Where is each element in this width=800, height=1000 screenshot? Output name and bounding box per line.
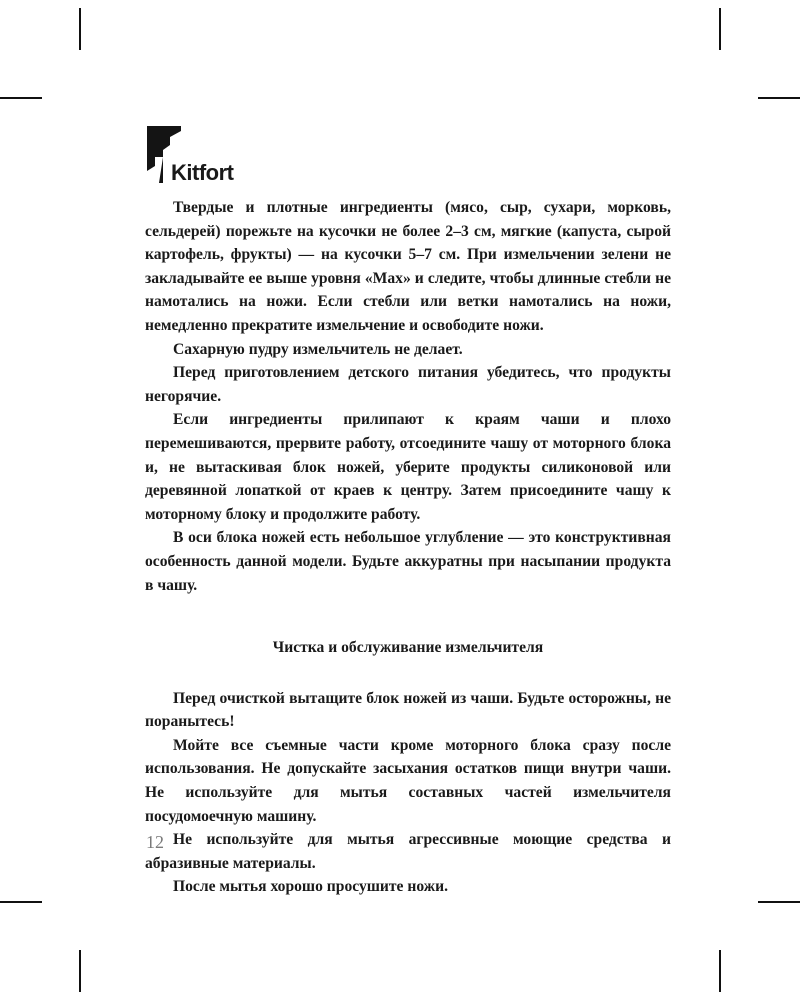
crop-mark-left-bottom bbox=[0, 901, 42, 903]
paragraph: Перед приготовлением детского питания убедитесь, что продукты негорячие. bbox=[145, 364, 671, 405]
brand-logo-text: Kitfort bbox=[171, 160, 234, 185]
crop-mark-right-bottom bbox=[758, 901, 800, 903]
crop-mark-left-top bbox=[0, 97, 42, 99]
document-body bbox=[145, 196, 671, 899]
crop-mark-top-left bbox=[79, 8, 81, 50]
paragraph: Сахарную пудру измельчитель не делает. bbox=[173, 340, 463, 358]
paragraph: В оси блока ножей есть небольшое углубление — это конструктивная особенность данной модели. Будьте аккуратны при насыпании продукта в чашу. bbox=[145, 529, 671, 594]
crop-mark-bottom-left bbox=[79, 950, 81, 992]
paragraph: После мытья хорошо просушите ножи. bbox=[173, 878, 448, 896]
paragraph: Перед очисткой вытащите блок ножей из чаши. Будьте осторожны, не поранытесь! bbox=[145, 689, 671, 731]
crop-mark-bottom-right bbox=[719, 950, 721, 992]
paragraph: Твердые и плотные ингредиенты (мясо, сыр, сухари, морковь, сельдерей) порежьте на кусочки не более 2–3 см, мягкие (капуста, сырой картофель, фрукты) — на кусочки 5–7 см. При измельчении зелени не закладывайте ее выше уровня «Max» и следите, чтобы длинные стебли не намотались на ножи. Если стебли или ветки намотались на ножи, немедленно прекратите измельчение и освободите ножи. bbox=[145, 199, 671, 334]
section-heading: Чистка и обслуживание измельчителя bbox=[272, 639, 544, 657]
paragraph: Если ингредиенты прилипают к краям чаши и плохо перемешиваются, прервите работу, отсоедините чашу от моторного блока и, не вытаскивая блок ножей, уберите продукты силиконовой или деревянной лопаткой от краев к центру. Затем присоедините чашу к моторному блоку и продолжите работу. bbox=[145, 411, 671, 523]
page-number: 12 bbox=[146, 832, 164, 852]
paragraph: Мойте все съемные части кроме моторного блока сразу после использования. Не допускайте засыхания остатков пищи внутри чаши. Не используйте для мытья составных частей измельчителя посудомоечную машину. bbox=[145, 736, 671, 825]
brand-logo bbox=[146, 125, 266, 185]
crop-mark-top-right bbox=[719, 8, 721, 50]
crop-mark-right-top bbox=[758, 97, 800, 99]
paragraph: Не используйте для мытья агрессивные моющие средства и абразивные материалы. bbox=[145, 831, 671, 872]
